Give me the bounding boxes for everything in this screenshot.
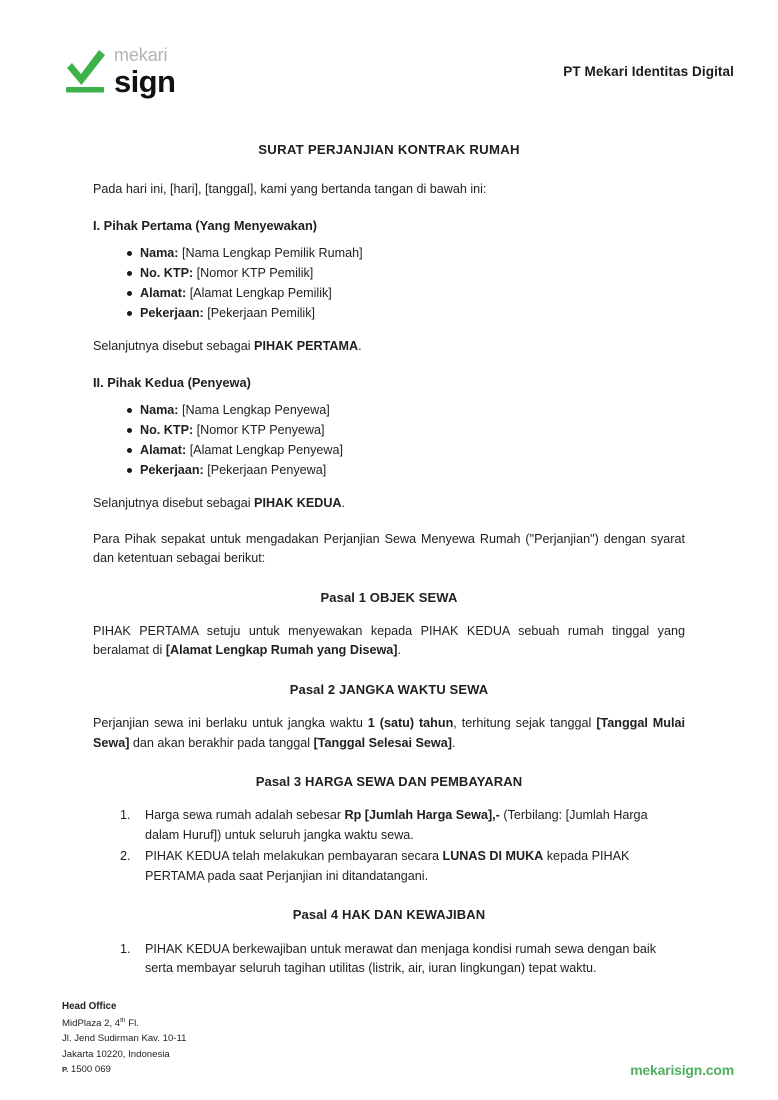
party-field-value: [Nama Lengkap Penyewa] bbox=[182, 402, 330, 417]
list-item bbox=[93, 441, 685, 460]
pasal-3-item1-part1: Harga sewa rumah adalah sebesar bbox=[145, 808, 345, 823]
document-header bbox=[0, 44, 778, 106]
list-item bbox=[93, 304, 685, 323]
designation-term: PIHAK KEDUA bbox=[254, 496, 342, 511]
list-item bbox=[93, 847, 685, 886]
pasal-4-list bbox=[93, 940, 685, 979]
party-field-label: Alamat: bbox=[140, 442, 187, 457]
list-item bbox=[93, 284, 685, 303]
pasal-2-part1: Perjanjian sewa ini berlaku untuk jangka waktu bbox=[93, 716, 368, 731]
footer-website-link[interactable]: mekarisign.com bbox=[630, 1062, 734, 1078]
pasal-1-body bbox=[93, 622, 685, 661]
opening-paragraph: Pada hari ini, [hari], [tanggal], kami yang bertanda tangan di bawah ini: bbox=[93, 182, 487, 197]
pasal-3-list bbox=[93, 806, 685, 886]
party-two-heading: II. Pihak Kedua (Penyewa) bbox=[93, 374, 251, 390]
party-field-value: [Nomor KTP Pemilik] bbox=[196, 265, 314, 280]
party-field-value: [Pekerjaan Pemilik] bbox=[207, 306, 316, 321]
logo-text-mekari: mekari bbox=[114, 45, 168, 65]
party-field-value: [Nomor KTP Penyewa] bbox=[196, 422, 325, 437]
pasal-3-payment-term: LUNAS DI MUKA bbox=[442, 849, 544, 864]
pasal-1-text-suffix: . bbox=[397, 643, 401, 658]
designation-term: PIHAK PERTAMA bbox=[254, 339, 359, 354]
page-title: SURAT PERJANJIAN KONTRAK RUMAH bbox=[258, 142, 520, 157]
document-body bbox=[93, 140, 685, 985]
footer-phone-number: 1500 069 bbox=[70, 1064, 111, 1076]
company-entity-name: PT Mekari Identitas Digital bbox=[563, 64, 734, 79]
list-item bbox=[93, 421, 685, 440]
footer-address-1-ordinal: th bbox=[120, 1016, 126, 1024]
pasal-2-heading: Pasal 2 JANGKA WAKTU SEWA bbox=[289, 681, 489, 697]
pasal-2-part3: dan akan berakhir pada tanggal bbox=[129, 735, 314, 750]
party-two-list bbox=[93, 401, 685, 481]
footer-address-block bbox=[62, 999, 186, 1078]
party-one-designation bbox=[93, 337, 685, 357]
pasal-2-end-date: [Tanggal Selesai Sewa] bbox=[313, 735, 452, 750]
pasal-3-item2-part1: PIHAK KEDUA telah melakukan pembayaran secara bbox=[145, 849, 443, 864]
footer-office-title: Head Office bbox=[62, 1000, 117, 1012]
logo-text-sign: sign bbox=[114, 64, 176, 99]
pasal-1-heading: Pasal 1 OBJEK SEWA bbox=[320, 589, 458, 605]
list-item bbox=[93, 461, 685, 480]
pasal-3-price-placeholder: Rp [Jumlah Harga Sewa],- bbox=[344, 808, 500, 823]
party-field-value: [Pekerjaan Penyewa] bbox=[207, 463, 327, 478]
agreement-intro-paragraph: Para Pihak sepakat untuk mengadakan Perjanjian Sewa Menyewa Rumah ("Perjanjian") dengan syarat dan ketentuan sebagai berikut: bbox=[93, 531, 685, 566]
logo-wordmark bbox=[114, 44, 175, 97]
list-item bbox=[93, 806, 685, 845]
list-item bbox=[93, 401, 685, 420]
party-field-label: Pekerjaan: bbox=[140, 463, 204, 478]
pasal-4-heading: Pasal 4 HAK DAN KEWAJIBAN bbox=[292, 907, 486, 923]
party-two-designation bbox=[93, 494, 685, 514]
mekari-sign-logo bbox=[62, 44, 175, 97]
party-field-label: Nama: bbox=[140, 245, 179, 260]
pasal-2-part2: , terhitung sejak tanggal bbox=[453, 716, 597, 731]
party-field-label: Pekerjaan: bbox=[140, 306, 204, 321]
footer-address-1-pre: MidPlaza 2, 4 bbox=[62, 1017, 121, 1029]
party-field-label: Alamat: bbox=[140, 286, 187, 301]
pasal-3-item1-part2: (Terbilang: [Jumlah Harga dalam Huruf]) untuk seluruh jangka waktu sewa. bbox=[145, 808, 648, 842]
pasal-3-item2-part2: kepada PIHAK PERTAMA pada saat Perjanjian ini ditandatangani. bbox=[145, 849, 630, 883]
pasal-2-duration: 1 (satu) tahun bbox=[367, 716, 454, 731]
list-item bbox=[93, 264, 685, 283]
footer-address-line-3: Jakarta 10220, Indonesia bbox=[62, 1048, 170, 1060]
party-field-label: No. KTP: bbox=[140, 265, 194, 280]
party-field-value: [Nama Lengkap Pemilik Rumah] bbox=[182, 245, 363, 260]
pasal-2-body bbox=[93, 714, 685, 753]
pasal-3-heading: Pasal 3 HARGA SEWA DAN PEMBAYARAN bbox=[255, 774, 523, 790]
party-field-label: No. KTP: bbox=[140, 422, 194, 437]
pasal-1-text-prefix: PIHAK PERTAMA setuju untuk menyewakan kepada PIHAK KEDUA sebuah rumah tinggal yang beralamat di bbox=[93, 623, 685, 658]
green-check-icon bbox=[62, 44, 108, 96]
designation-prefix: Selanjutnya disebut sebagai bbox=[93, 496, 255, 511]
party-one-list bbox=[93, 244, 685, 324]
footer-phone-label: P. bbox=[62, 1065, 69, 1075]
footer-address-1-post: Fl. bbox=[125, 1017, 139, 1029]
designation-prefix: Selanjutnya disebut sebagai bbox=[93, 339, 255, 354]
pasal-2-part4: . bbox=[451, 735, 456, 750]
footer-address-line-2: Jl. Jend Sudirman Kav. 10-11 bbox=[62, 1033, 187, 1045]
footer-address-line-1 bbox=[62, 1016, 186, 1032]
party-field-value: [Alamat Lengkap Penyewa] bbox=[189, 442, 344, 457]
list-item bbox=[93, 244, 685, 263]
party-one-heading: I. Pihak Pertama (Yang Menyewakan) bbox=[93, 217, 318, 233]
list-item: PIHAK KEDUA berkewajiban untuk merawat dan menjaga kondisi rumah sewa dengan baik serta membayar seluruh tagihan utilitas (listrik, air, iuran lingkungan) tepat waktu. bbox=[145, 941, 657, 976]
designation-suffix: . bbox=[341, 496, 346, 511]
designation-suffix: . bbox=[358, 339, 362, 354]
pasal-2-start-date: [Tanggal Mulai Sewa] bbox=[93, 716, 685, 750]
party-field-label: Nama: bbox=[140, 402, 179, 417]
pasal-1-placeholder: [Alamat Lengkap Rumah yang Disewa] bbox=[165, 643, 398, 658]
party-field-value: [Alamat Lengkap Pemilik] bbox=[189, 286, 332, 301]
footer-phone bbox=[62, 1062, 186, 1078]
